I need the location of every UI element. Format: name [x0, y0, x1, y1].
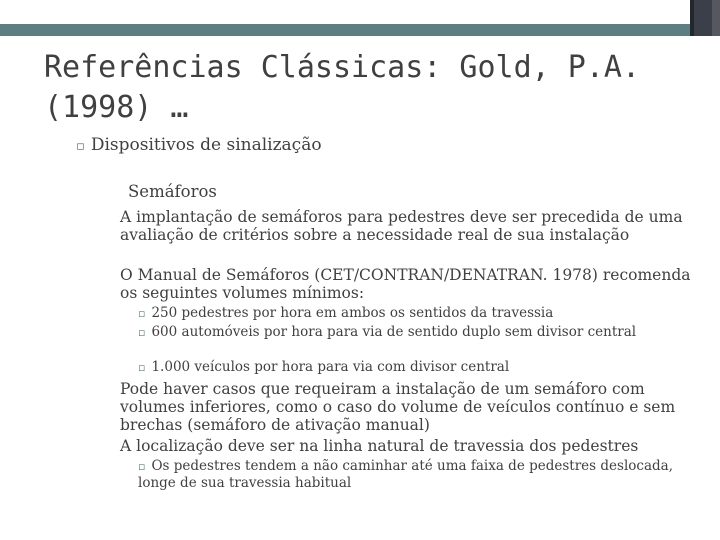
subitem-text: 250 pedestres por hora em ambos os sentidos da travessia	[151, 305, 554, 321]
subitem-text: 600 automóveis por hora para via de sentido duplo sem divisor central	[151, 324, 637, 340]
subitem-text: Os pedestres tendem a não caminhar até uma faixa de pedestres deslocada, longe de sua travessia habitual	[138, 458, 673, 491]
item-text: Pode haver casos que requeiram a instalação de um semáforo com volumes inferiores, como o caso do volume de veículos contínuo e sem brechas (semáforo de ativação manual)	[120, 380, 676, 434]
square-bullet-icon: ▫	[138, 460, 146, 473]
item-text: A implantação de semáforos para pedestres deve ser precedida de uma avaliação de critérios sobre a necessidade real de sua instalação	[120, 208, 683, 244]
top-decoration-bar	[0, 0, 720, 36]
bullet-dispositivos	[76, 135, 322, 155]
item-text: O Manual de Semáforos (CET/CONTRAN/DENATRAN. 1978) recomenda os seguintes volumes mínimos:	[120, 266, 691, 302]
top-bar-light	[0, 0, 690, 24]
item-manual	[120, 266, 705, 302]
slide-title: Referências Clássicas: Gold, P.A. (1998) …	[44, 50, 641, 125]
top-bar-dark-block	[690, 0, 720, 36]
square-bullet-icon: ▫	[138, 307, 146, 320]
item-implantacao	[120, 208, 705, 244]
subitem-veiculos	[138, 359, 698, 376]
bullet-text: Semáforos	[128, 182, 217, 201]
subitem-deslocada	[138, 458, 698, 491]
item-localizacao	[120, 437, 705, 455]
item-text: A localização deve ser na linha natural de travessia dos pedestres	[120, 437, 639, 455]
square-bullet-icon: ▫	[76, 139, 85, 154]
top-bar-teal-stripe	[0, 24, 690, 36]
subitem-automoveis	[138, 324, 698, 341]
bullet-semaforos	[128, 182, 217, 201]
subitem-pedestres	[138, 305, 698, 322]
square-bullet-icon: ▫	[138, 361, 146, 374]
item-casos	[120, 380, 705, 434]
subitem-text: 1.000 veículos por hora para via com divisor central	[151, 359, 510, 375]
square-bullet-icon: ▫	[138, 326, 146, 339]
bullet-text: Dispositivos de sinalização	[90, 135, 322, 155]
